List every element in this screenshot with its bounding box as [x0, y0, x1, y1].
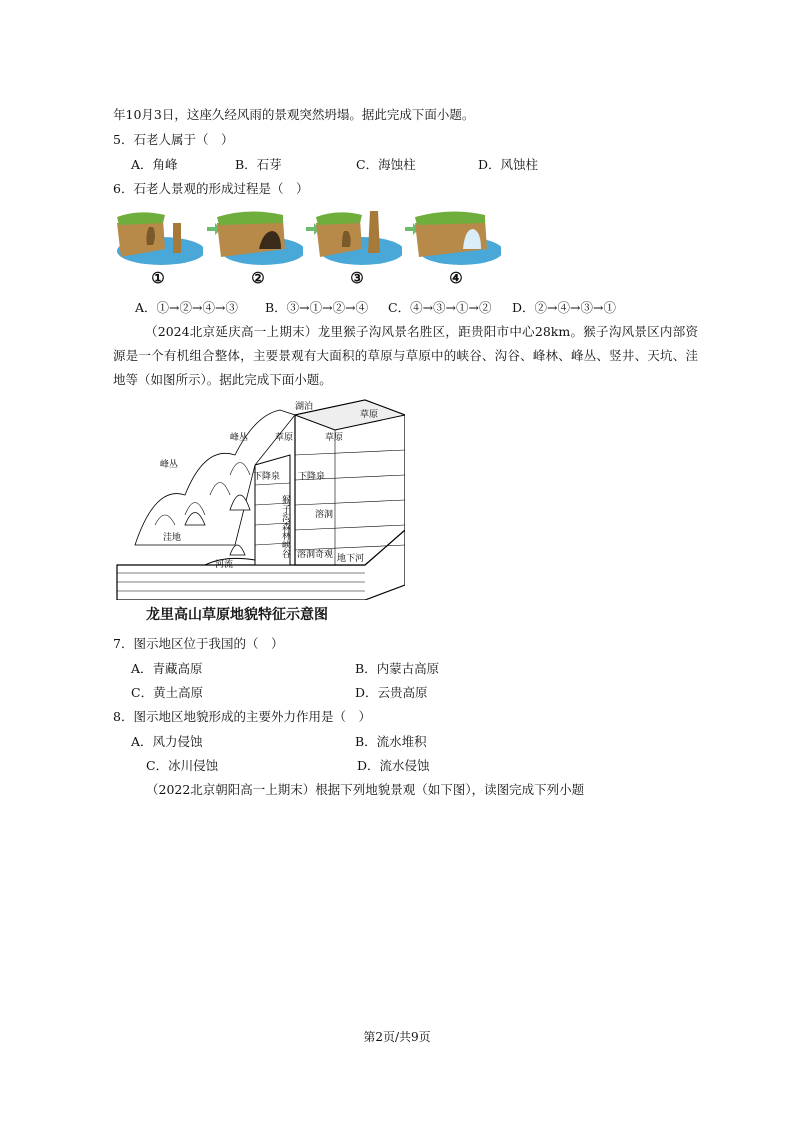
- label-underground-river: 地下河: [337, 554, 365, 564]
- q6-option-d[interactable]: D．②→④→③→①: [512, 300, 616, 315]
- question-7-stem: 7．图示地区位于我国的（ ）: [113, 636, 284, 651]
- label-cave-wonder: 溶洞奇观: [297, 550, 334, 560]
- label-spring-1: 下降泉: [253, 472, 281, 482]
- label-grassland-3: 草原: [325, 433, 344, 443]
- label-gorge: 猴子沟森林峡谷: [280, 495, 290, 558]
- stage-3-illustration: [312, 205, 402, 267]
- q6-option-c[interactable]: C．④→③→①→②: [388, 300, 492, 315]
- q7-option-d[interactable]: D．云贵高原: [355, 685, 428, 700]
- label-grassland-2: 草原: [275, 433, 294, 443]
- q6-option-a[interactable]: A．①→②→④→③: [135, 300, 238, 315]
- question-5-stem: 5．石老人属于（ ）: [113, 132, 234, 147]
- stage-label-2: ②: [251, 269, 265, 287]
- label-lake: 湖泊: [295, 402, 314, 412]
- karst-landform-diagram: [115, 395, 405, 600]
- label-cave: 溶洞: [315, 510, 334, 520]
- diagram-caption: 龙里高山草原地貌特征示意图: [146, 607, 328, 623]
- passage-2: （2024北京延庆高一上期末）龙里猴子沟风景名胜区，距贵阳市中心28km。猴子沟风景区内部资源是一个有机组合整体，主要景观有大面积的草原与草原中的峡谷、沟谷、峰林、峰丛、竖井、天坑、洼地等（如图所示）。据此完成下面小题。: [113, 324, 698, 387]
- stage-1-illustration: [113, 205, 203, 267]
- q8-option-a[interactable]: A．风力侵蚀: [131, 734, 203, 749]
- q6-option-b[interactable]: B．③→①→②→④: [265, 300, 369, 315]
- q8-option-c[interactable]: C．冰川侵蚀: [146, 758, 219, 773]
- q5-option-a[interactable]: A．角峰: [131, 157, 178, 172]
- label-river: 河流: [215, 560, 234, 570]
- q7-option-b[interactable]: B．内蒙古高原: [355, 661, 440, 676]
- stage-4-illustration: [411, 205, 501, 267]
- sea-stack-formation-figure: [113, 205, 503, 285]
- intro-tail: 年10月3日，这座久经风雨的景观突然坍塌。据此完成下面小题。: [113, 107, 475, 122]
- q5-option-b[interactable]: B．石芽: [235, 157, 282, 172]
- q7-option-a[interactable]: A．青藏高原: [131, 661, 203, 676]
- question-8-stem: 8．图示地区地貌形成的主要外力作用是（ ）: [113, 709, 371, 724]
- q8-option-b[interactable]: B．流水堆积: [355, 734, 427, 749]
- stage-2-illustration: [213, 205, 303, 267]
- passage-3: （2022北京朝阳高一上期末）根据下列地貌景观（如下图），读图完成下列小题: [146, 782, 585, 797]
- q5-option-c[interactable]: C．海蚀柱: [356, 157, 416, 172]
- q7-option-c[interactable]: C．黄土高原: [131, 685, 204, 700]
- q8-option-d[interactable]: D．流水侵蚀: [357, 758, 430, 773]
- q5-option-d[interactable]: D．风蚀柱: [478, 157, 539, 172]
- label-depression: 洼地: [163, 533, 182, 543]
- label-peak-cluster-2: 峰丛: [160, 460, 179, 470]
- page-footer: 第2页/共9页: [363, 1030, 431, 1044]
- stage-label-4: ④: [449, 269, 463, 287]
- label-spring-2: 下降泉: [298, 472, 326, 482]
- stage-label-1: ①: [151, 269, 165, 287]
- label-peak-cluster-1: 峰丛: [230, 433, 249, 443]
- question-6-stem: 6．石老人景观的形成过程是（ ）: [113, 181, 309, 196]
- stage-label-3: ③: [350, 269, 364, 287]
- label-grassland-1: 草原: [360, 410, 379, 420]
